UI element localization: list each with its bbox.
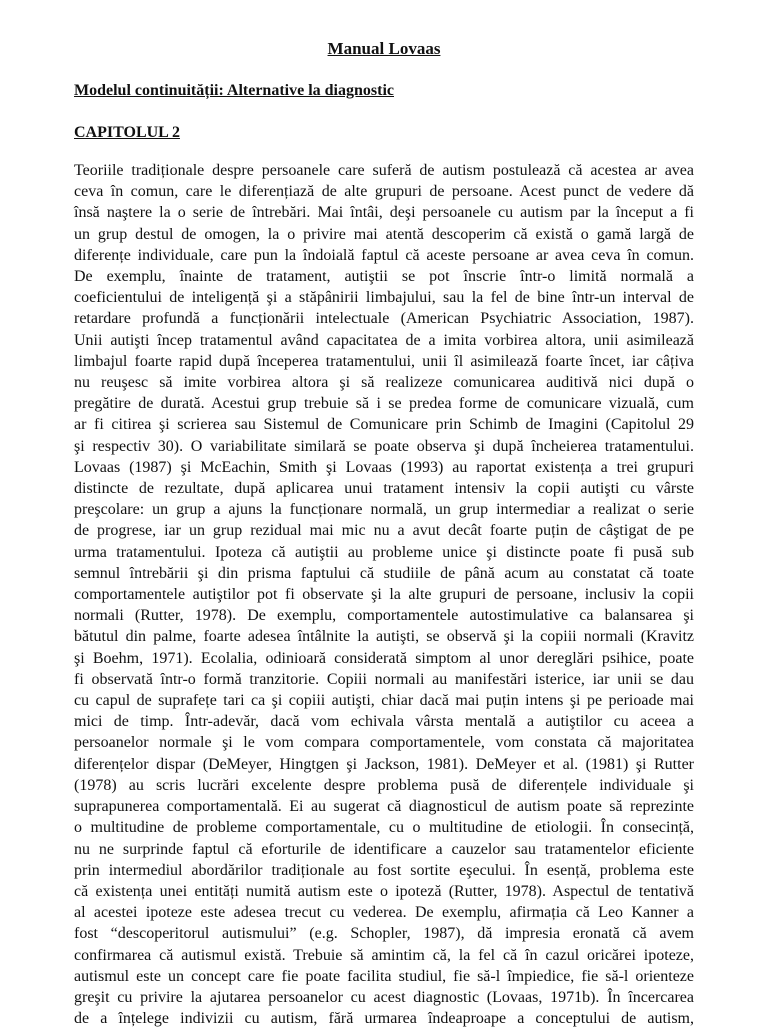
paragraph-line: o multitudine de probleme comportamentale, cu o multitudine de etiologii. În consecință, [74, 819, 694, 837]
paragraph-line: fi observată într-o formă tranzitorie. Copiii normali au manifestări isterice, iar unii se dau [74, 670, 694, 688]
paragraph-line: şi Boehm, 1971). Ecolalia, odinioară considerată simptom al unor dereglări psihice, poate [74, 649, 694, 667]
paragraph-line: de a înțelege indivizii cu autism, fără urmarea îndeaproape a conceptului de autism, [74, 1010, 694, 1028]
paragraph-line: urma tratamentului. Ipoteza că autiştii au probleme unice şi distincte poate fi pusă sub [74, 543, 694, 561]
paragraph-line: Teoriile tradiționale despre persoanele care suferă de autism postulează că acestea ar avea [74, 162, 694, 179]
paragraph-line: semnul întrebării şi din prisma faptului că studiile de până acum au constatat că toate [74, 564, 694, 582]
paragraph-line: retardare profundă a funcționării intelectuale (American Psychiatric Association, 1987). [74, 310, 694, 328]
paragraph-line: ceva în comun, care le diferențiază de alte grupuri de persoane. Acest punct de vedere dă [74, 183, 694, 201]
paragraph-line: suprapunerea comportamentală. Ei au sugerat că diagnosticul de autism poate să reprezinte [74, 798, 694, 816]
paragraph-line: diferențe individuale, care pun la îndoială faptul că aceste persoane ar avea ceva în comun. [74, 246, 694, 264]
document-title: Manual Lovaas [327, 39, 441, 58]
paragraph-line: şi respectiv 30). O variabilitate similară se poate observa şi după încheierea tratamentului. [74, 437, 694, 455]
paragraph-line: cu capul de suprafețe tari ca şi copiii autişti, chiar dacă mai puțin intens şi pe perioade mai [74, 692, 694, 710]
paragraph-line: un grup destul de omogen, la o privire mai atentă descoperim că există o gamă largă de [74, 225, 694, 243]
paragraph-line: normali (Rutter, 1978). De exemplu, comportamentele autostimulative ca balansarea şi [74, 607, 694, 625]
paragraph-line: confirmarea că autismul există. Trebuie să amintim că, la fel că în cazul oricărei ipoteze, [74, 946, 694, 964]
paragraph-line: ar fi citirea şi scrierea sau Sistemul de Comunicare prin Schimb de Imagini (Capitolul 29 [74, 416, 694, 434]
paragraph-line: persoanelor normale şi le vom compara comportamentele, vom constata că majoritatea [74, 734, 694, 752]
paragraph-line: fost “descoperitorul autismului” (e.g. Schopler, 1987), dă impresia eronată că avem [74, 925, 694, 943]
paragraph-line: Lovaas (1987) şi McEachin, Smith şi Lovaas (1993) au raportat existența a trei grupuri [74, 458, 694, 476]
paragraph-line: comportamentele autiştilor pot fi observate şi la alte grupuri de persoane, inclusiv la copii [74, 586, 694, 604]
paragraph-line: bătutul din palme, foarte adesea întâlnite la autişti, se observă şi la copiii normali (Kravitz [74, 628, 694, 646]
paragraph-line: preşcolare: un grup a ajuns la funcționare normală, un grup intermediar a realizat o serie [74, 501, 694, 519]
paragraph-line: de progrese, iar un grup rezidual mai mic nu a avut decât foarte puțin de câştigat de pe [74, 522, 694, 540]
paragraph-line: coeficientului de inteligență şi a stăpânirii limbajului, sau la fel de bine într-un interval de [74, 289, 694, 307]
document-page [74, 0, 694, 1029]
paragraph-line: că existența unei entități numită autism este o ipoteză (Rutter, 1978). Aspectul de tentativă [74, 882, 694, 900]
body-paragraph [74, 143, 694, 1029]
paragraph-line: pregătire de durată. Acestui grup trebuie să i se predea forme de comunicare vizuală, cum [74, 395, 694, 413]
paragraph-line: mici de timp. Într-adevăr, dacă vom echivala vârsta mentală a autiştilor cu aceea a [74, 713, 694, 731]
paragraph-line: prin intermediul abordărilor tradiționale au fost sortite eşecului. În esență, problema este [74, 861, 694, 879]
paragraph-line: nu reuşesc să imite vorbirea altora şi să realizeze comunicarea auditivă nici după o [74, 374, 694, 392]
paragraph-line: (1978) au scris lucrări excelente despre problema pusă de diferențele individuale şi [74, 776, 694, 794]
paragraph-line: diferențelor dispar (DeMeyer, Hingtgen şi Jackson, 1981). DeMeyer et al. (1981) şi Rutter [74, 755, 694, 773]
paragraph-line: al acestei ipoteze este adesea trecut cu vederea. De exemplu, afirmația că Leo Kanner a [74, 904, 694, 922]
document-subtitle: Modelul continuității: Alternative la diagnostic [74, 82, 394, 99]
paragraph-line: autismul este un concept care fie poate facilita studiul, fie să-l împiedice, fie să-l orienteze [74, 967, 694, 985]
paragraph-line: De exemplu, înainte de tratament, autiştii se pot înscrie într-o limită normală a [74, 268, 694, 286]
paragraph-line: Unii autişti încep tratamentul având capacitatea de a imita vorbirea altora, unii asimilează [74, 331, 694, 349]
paragraph-line: nu ne surprinde faptul că eforturile de identificare a cauzelor sau tratamentelor eficiente [74, 840, 694, 858]
chapter-heading: CAPITOLUL 2 [74, 124, 180, 141]
paragraph-line: însă naştere la o serie de întrebări. Mai întâi, deşi persoanele cu autism par la început a fi [74, 204, 694, 222]
paragraph-line: greşit cu privire la ajutarea persoanelor cu acest diagnostic (Lovaas, 1971b). În încercarea [74, 988, 694, 1006]
paragraph-line: limbajul foarte rapid după începerea tratamentului, unii îl asimilează foarte încet, iar câțiva [74, 352, 694, 370]
paragraph-line: distincte de rezultate, după aplicarea unui tratament intensiv la copii autişti cu vârste [74, 480, 694, 498]
